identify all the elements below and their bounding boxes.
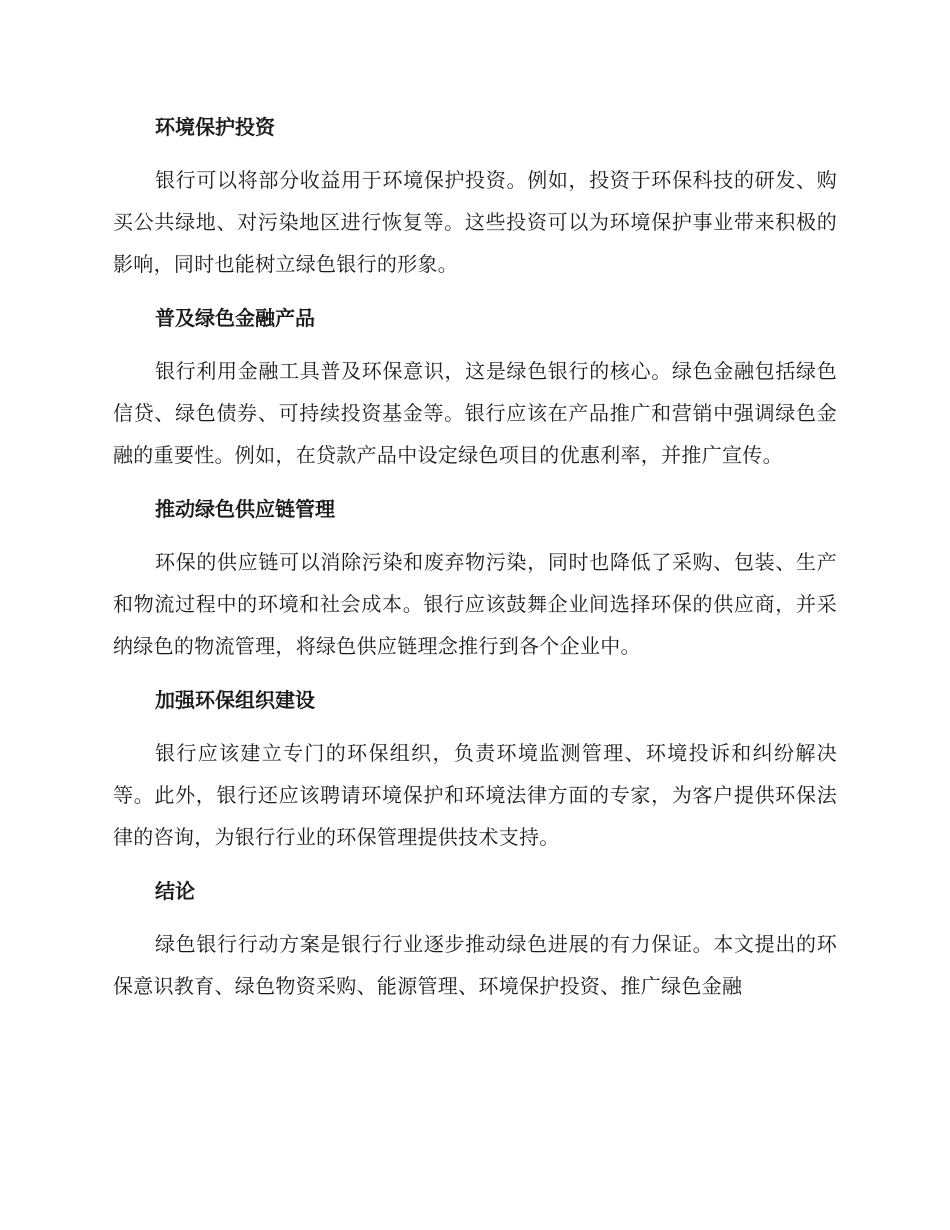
section-paragraph: 绿色银行行动方案是银行行业逐步推动绿色进展的有力保证。本文提出的环保意识教育、绿色物资采购、能源管理、环境保护投资、推广绿色金融: [113, 932, 837, 998]
section-heading: 结论: [155, 879, 195, 903]
section-paragraph: 环保的供应链可以消除污染和废弃物污染，同时也降低了采购、包装、生产和物流过程中的环境和社会成本。银行应该鼓舞企业间选择环保的供应商，并采纳绿色的物流管理，将绿色供应链理念推行到各个企业中。: [113, 550, 837, 658]
section-heading: 加强环保组织建设: [155, 688, 315, 712]
section-paragraph: 银行利用金融工具普及环保意识，这是绿色银行的核心。绿色金融包括绿色信贷、绿色债券、可持续投资基金等。银行应该在产品推广和营销中强调绿色金融的重要性。例如，在贷款产品中设定绿色项目的优惠利率，并推广宣传。: [113, 359, 837, 467]
section-environmental-organization: [113, 679, 837, 870]
section-paragraph: 银行可以将部分收益用于环境保护投资。例如，投资于环保科技的研发、购买公共绿地、对污染地区进行恢复等。这些投资可以为环境保护事业带来积极的影响，同时也能树立绿色银行的形象。: [113, 168, 837, 276]
section-heading: 环境保护投资: [155, 115, 275, 139]
section-green-finance-products: [113, 297, 837, 488]
section-heading: 普及绿色金融产品: [155, 306, 315, 330]
section-green-supply-chain: [113, 488, 837, 679]
section-conclusion: [113, 870, 837, 1007]
section-heading: 推动绿色供应链管理: [155, 497, 335, 521]
section-paragraph: 银行应该建立专门的环保组织，负责环境监测管理、环境投诉和纠纷解决等。此外，银行还应该聘请环境保护和环境法律方面的专家，为客户提供环保法律的咨询，为银行行业的环保管理提供技术支持。: [113, 741, 837, 849]
section-environmental-investment: [113, 106, 837, 297]
document-body: [113, 106, 837, 1007]
